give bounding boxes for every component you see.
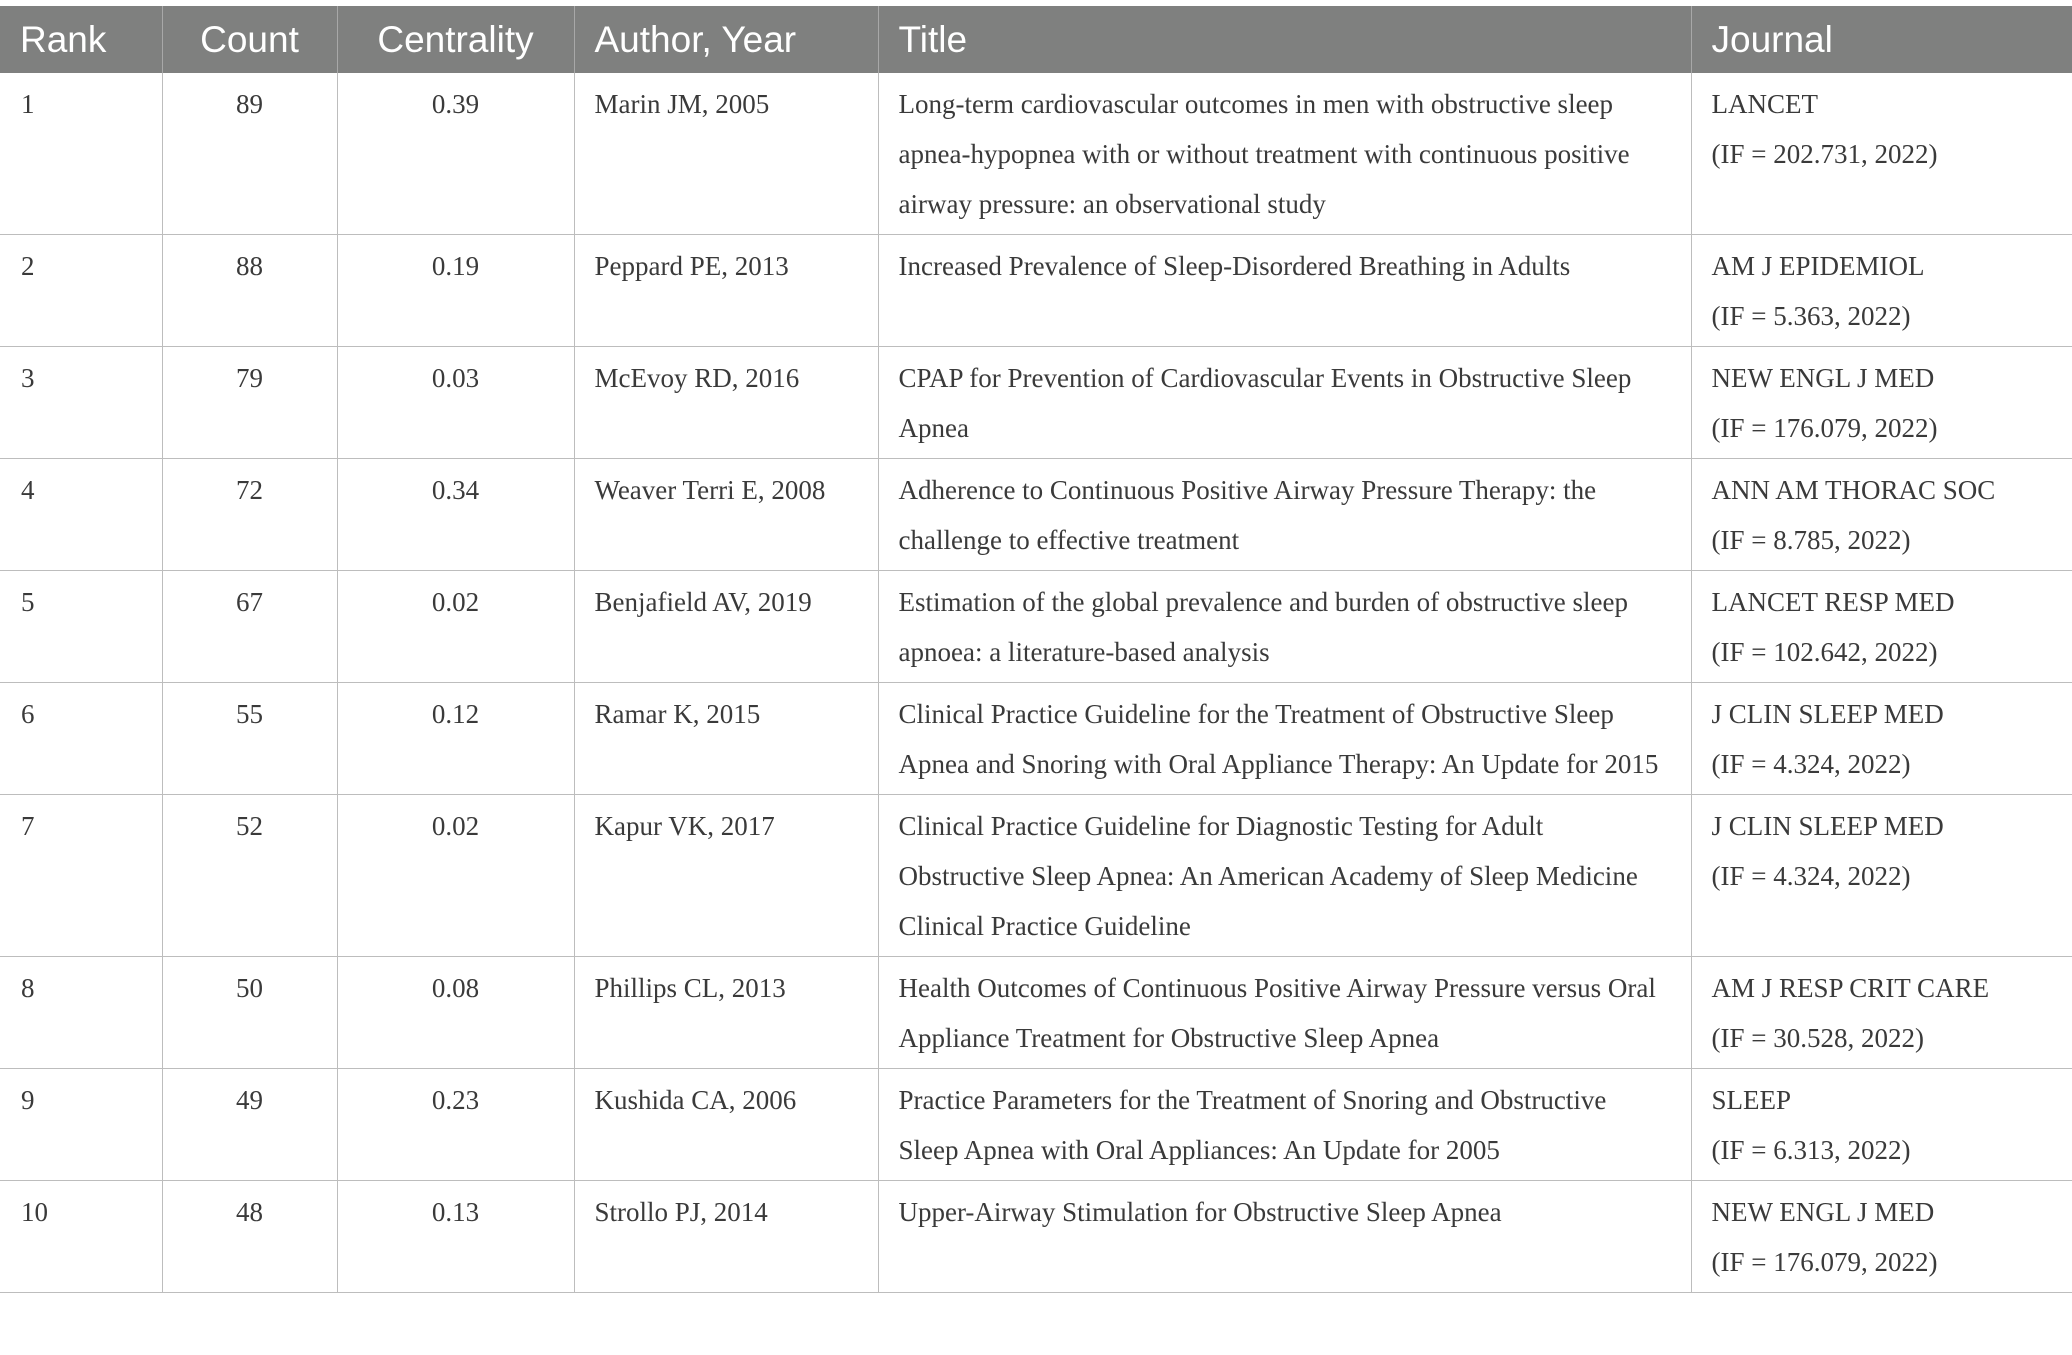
- journal-name: LANCET: [1711, 89, 1818, 119]
- cell-centrality: 0.12: [337, 683, 574, 795]
- journal-impact-factor: (IF = 6.313, 2022): [1711, 1135, 1911, 1165]
- journal-impact-factor: (IF = 30.528, 2022): [1711, 1023, 1924, 1053]
- journal-name: ANN AM THORAC SOC: [1711, 475, 1996, 505]
- cell-author-year: Kapur VK, 2017: [574, 795, 878, 957]
- cell-title: Clinical Practice Guideline for the Treatment of Obstructive Sleep Apnea and Snoring with Oral Appliance Therapy: An Update for 2015: [878, 683, 1691, 795]
- header-rank: Rank: [0, 7, 162, 74]
- cell-author-year: Peppard PE, 2013: [574, 235, 878, 347]
- journal-name: J CLIN SLEEP MED: [1711, 811, 1944, 841]
- cell-rank: 8: [0, 957, 162, 1069]
- cell-title: Estimation of the global prevalence and burden of obstructive sleep apnoea: a literature-based analysis: [878, 571, 1691, 683]
- cell-count: 88: [162, 235, 337, 347]
- cell-author-year: Strollo PJ, 2014: [574, 1181, 878, 1293]
- cell-rank: 9: [0, 1069, 162, 1181]
- cell-centrality: 0.08: [337, 957, 574, 1069]
- cell-rank: 5: [0, 571, 162, 683]
- table-row: [0, 1181, 2072, 1293]
- cell-count: 52: [162, 795, 337, 957]
- cell-journal: [1691, 683, 2072, 795]
- journal-impact-factor: (IF = 202.731, 2022): [1711, 139, 1938, 169]
- cell-centrality: 0.13: [337, 1181, 574, 1293]
- cell-rank: 7: [0, 795, 162, 957]
- cell-title: Increased Prevalence of Sleep-Disordered Breathing in Adults: [878, 235, 1691, 347]
- cell-centrality: 0.34: [337, 459, 574, 571]
- cell-journal: [1691, 957, 2072, 1069]
- cell-centrality: 0.02: [337, 571, 574, 683]
- cell-author-year: McEvoy RD, 2016: [574, 347, 878, 459]
- journal-impact-factor: (IF = 176.079, 2022): [1711, 413, 1938, 443]
- cell-author-year: Phillips CL, 2013: [574, 957, 878, 1069]
- journal-impact-factor: (IF = 5.363, 2022): [1711, 301, 1911, 331]
- cell-title: CPAP for Prevention of Cardiovascular Events in Obstructive Sleep Apnea: [878, 347, 1691, 459]
- cell-author-year: Weaver Terri E, 2008: [574, 459, 878, 571]
- header-title: Title: [878, 7, 1691, 74]
- cell-rank: 3: [0, 347, 162, 459]
- cell-author-year: Benjafield AV, 2019: [574, 571, 878, 683]
- table-row: [0, 571, 2072, 683]
- cell-count: 79: [162, 347, 337, 459]
- cell-count: 67: [162, 571, 337, 683]
- references-table: [0, 6, 2072, 1293]
- header-author-year: Author, Year: [574, 7, 878, 74]
- cell-title: Practice Parameters for the Treatment of Snoring and Obstructive Sleep Apnea with Oral Appliances: An Update for 2005: [878, 1069, 1691, 1181]
- cell-journal: [1691, 795, 2072, 957]
- header-count: Count: [162, 7, 337, 74]
- cell-count: 72: [162, 459, 337, 571]
- cell-author-year: Kushida CA, 2006: [574, 1069, 878, 1181]
- cell-title: Long-term cardiovascular outcomes in men with obstructive sleep apnea-hypopnea with or without treatment with continuous positive airway pressure: an observational study: [878, 73, 1691, 235]
- journal-name: AM J RESP CRIT CARE: [1711, 973, 1990, 1003]
- cell-journal: [1691, 347, 2072, 459]
- journal-name: LANCET RESP MED: [1711, 587, 1955, 617]
- cell-rank: 4: [0, 459, 162, 571]
- cell-journal: [1691, 1069, 2072, 1181]
- header-journal: Journal: [1691, 7, 2072, 74]
- table-row: [0, 1069, 2072, 1181]
- cell-journal: [1691, 235, 2072, 347]
- journal-name: J CLIN SLEEP MED: [1711, 699, 1944, 729]
- cell-rank: 10: [0, 1181, 162, 1293]
- header-centrality: Centrality: [337, 7, 574, 74]
- table-row: [0, 235, 2072, 347]
- cell-centrality: 0.23: [337, 1069, 574, 1181]
- cell-centrality: 0.03: [337, 347, 574, 459]
- table-row: [0, 957, 2072, 1069]
- cell-journal: [1691, 73, 2072, 235]
- journal-impact-factor: (IF = 102.642, 2022): [1711, 637, 1938, 667]
- cell-rank: 1: [0, 73, 162, 235]
- cell-count: 55: [162, 683, 337, 795]
- journal-name: AM J EPIDEMIOL: [1711, 251, 1925, 281]
- journal-impact-factor: (IF = 176.079, 2022): [1711, 1247, 1938, 1277]
- journal-impact-factor: (IF = 4.324, 2022): [1711, 749, 1911, 779]
- cell-count: 89: [162, 73, 337, 235]
- journal-name: NEW ENGL J MED: [1711, 1197, 1935, 1227]
- table-row: [0, 73, 2072, 235]
- cell-centrality: 0.19: [337, 235, 574, 347]
- cell-journal: [1691, 1181, 2072, 1293]
- cell-count: 48: [162, 1181, 337, 1293]
- cell-title: Clinical Practice Guideline for Diagnostic Testing for Adult Obstructive Sleep Apnea: An American Academy of Sleep Medicine Clinical Practice Guideline: [878, 795, 1691, 957]
- journal-name: NEW ENGL J MED: [1711, 363, 1935, 393]
- cell-count: 49: [162, 1069, 337, 1181]
- table-row: [0, 795, 2072, 957]
- cell-rank: 6: [0, 683, 162, 795]
- table-row: [0, 683, 2072, 795]
- cell-journal: [1691, 459, 2072, 571]
- cell-centrality: 0.39: [337, 73, 574, 235]
- cell-title: Upper-Airway Stimulation for Obstructive Sleep Apnea: [878, 1181, 1691, 1293]
- cell-title: Adherence to Continuous Positive Airway Pressure Therapy: the challenge to effective treatment: [878, 459, 1691, 571]
- table-header-row: [0, 7, 2072, 74]
- journal-name: SLEEP: [1711, 1085, 1792, 1115]
- journal-impact-factor: (IF = 4.324, 2022): [1711, 861, 1911, 891]
- cell-author-year: Ramar K, 2015: [574, 683, 878, 795]
- cell-centrality: 0.02: [337, 795, 574, 957]
- cell-journal: [1691, 571, 2072, 683]
- table-row: [0, 347, 2072, 459]
- journal-impact-factor: (IF = 8.785, 2022): [1711, 525, 1911, 555]
- cell-author-year: Marin JM, 2005: [574, 73, 878, 235]
- table-row: [0, 459, 2072, 571]
- cell-rank: 2: [0, 235, 162, 347]
- cell-count: 50: [162, 957, 337, 1069]
- cell-title: Health Outcomes of Continuous Positive Airway Pressure versus Oral Appliance Treatment for Obstructive Sleep Apnea: [878, 957, 1691, 1069]
